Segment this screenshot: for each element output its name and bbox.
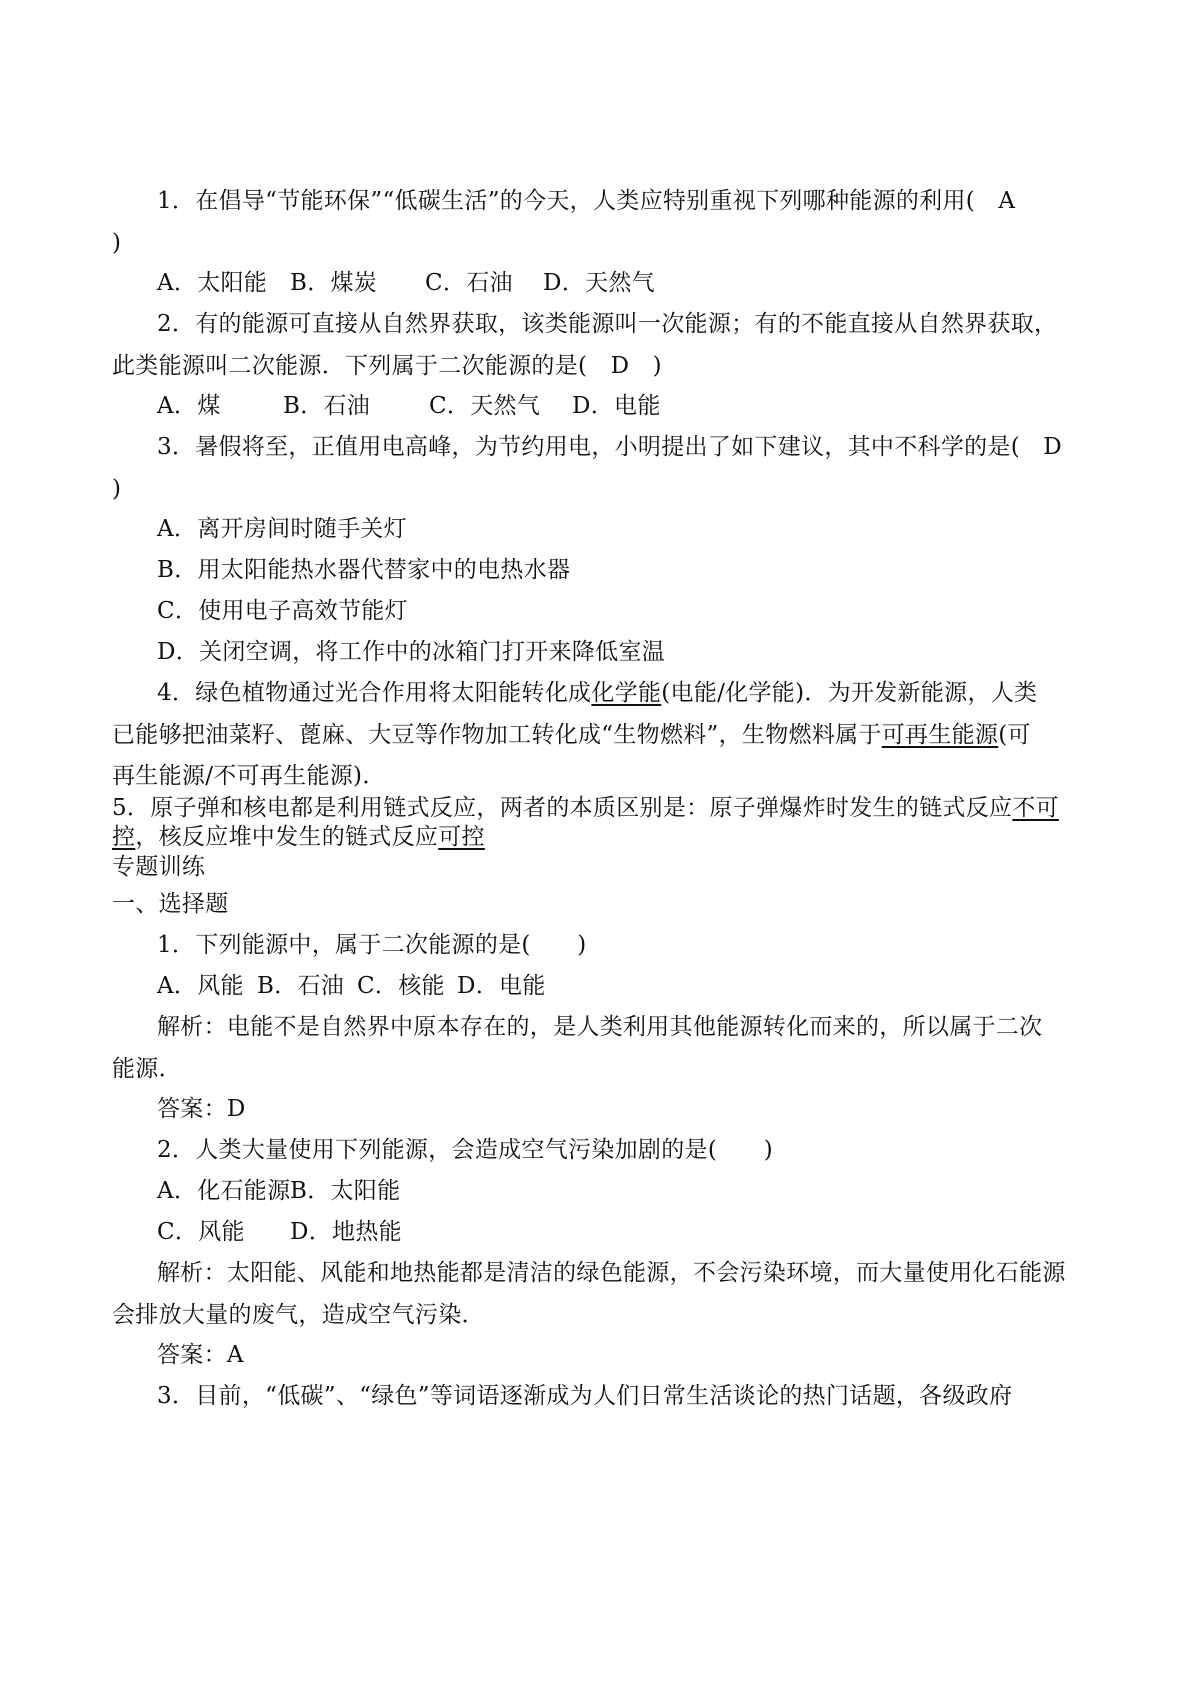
review-q5-answer-2: 可控 (438, 824, 485, 850)
review-q3-tail: ) (112, 476, 122, 502)
review-q5-answer-1: 不可 (1012, 795, 1059, 821)
review-q4-answer-2: 可再生能源 (881, 722, 999, 748)
review-q2-options (157, 391, 1092, 421)
option-c: C．天然气 (429, 393, 541, 419)
review-q4-answer-1: 化学能 (591, 680, 662, 706)
review-q4-text: (可 (998, 722, 1031, 748)
review-q2-line1: 2．有的能源可直接从自然界获取，该类能源叫一次能源；有的不能直接从自然界获取， (157, 311, 1058, 337)
review-q3-text: 3．暑假将至，正值用电高峰，为节约用电，小明提出了如下建议，其中不科学的是( D (157, 434, 1063, 460)
review-q1-tail: ) (112, 230, 122, 256)
review-q3-option-c: C．使用电子高效节能灯 (157, 598, 408, 624)
option-d: D．天然气 (543, 270, 655, 296)
review-q5-text: ，核反应堆中发生的链式反应 (135, 824, 439, 850)
option-a: A．煤 (157, 393, 221, 419)
review-q4-line1 (157, 678, 1092, 708)
option-b: B．煤炭 (290, 270, 378, 296)
review-q2-line2: 此类能源叫二次能源．下列属于二次能源的是( D ) (112, 353, 662, 379)
option-d: D．电能 (457, 973, 546, 999)
training-q3-text: 3．目前，“低碳”、“绿色”等词语逐渐成为人们日常生活谈论的热门话题，各级政府 (157, 1383, 1013, 1409)
training-title: 专题训练 (112, 854, 206, 880)
review-q5-line1 (112, 793, 1092, 823)
review-q4-text: 4．绿色植物通过光合作用将太阳能转化成 (157, 680, 592, 706)
training-q2-text: 2．人类大量使用下列能源，会造成空气污染加剧的是( ) (157, 1137, 773, 1163)
training-q1-text: 1．下列能源中，属于二次能源的是( ) (157, 932, 587, 958)
review-q5-line2 (112, 822, 1092, 852)
training-q2-analysis: 解析：太阳能、风能和地热能都是清洁的绿色能源，不会污染环境，而大量使用化石能源 (157, 1260, 1066, 1286)
training-q1-options (157, 971, 1092, 1001)
training-q2-analysis-cont: 会排放大量的废气，造成空气污染． (112, 1302, 485, 1328)
review-q1-text: 1．在倡导“节能环保”“低碳生活”的今天，人类应特别重视下列哪种能源的利用( A (157, 188, 1016, 214)
option-c: C．石油 (425, 270, 513, 296)
option-c: C．风能 (157, 1219, 245, 1245)
option-c: C．核能 (357, 973, 445, 999)
review-q3-option-b: B．用太阳能热水器代替家中的电热水器 (157, 557, 571, 583)
option-b: B．太阳能 (290, 1178, 401, 1204)
option-a: A．化石能源 (157, 1178, 291, 1204)
option-b: B．石油 (257, 973, 345, 999)
option-a: A．风能 (157, 973, 244, 999)
option-d: D．电能 (572, 393, 661, 419)
option-b: B．石油 (283, 393, 371, 419)
option-a: A．太阳能 (157, 270, 268, 296)
review-q4-line2 (112, 720, 1092, 750)
training-q2-answer: 答案：A (157, 1342, 244, 1368)
review-q3-option-a: A．离开房间时随手关灯 (157, 516, 407, 542)
review-q5-answer-1-cont: 控 (112, 824, 136, 850)
review-q4-text: (电能/化学能)．为开发新能源，人类 (661, 680, 1038, 706)
option-d: D．地热能 (290, 1219, 402, 1245)
training-q1-answer: 答案：D (157, 1096, 246, 1122)
training-q1-analysis: 解析：电能不是自然界中原本存在的，是人类利用其他能源转化而来的，所以属于二次 (157, 1014, 1043, 1040)
training-q2-options-row1 (157, 1176, 1092, 1206)
training-q2-options-row2 (157, 1217, 1092, 1247)
section-heading: 一、选择题 (112, 891, 229, 917)
review-q3-option-d: D．关闭空调，将工作中的冰箱门打开来降低室温 (157, 639, 666, 665)
review-q4-line3: 再生能源/不可再生能源)． (112, 763, 386, 789)
review-q5-text: 5．原子弹和核电都是利用链式反应，两者的本质区别是：原子弹爆炸时发生的链式反应 (112, 795, 1013, 821)
review-q4-text: 已能够把油菜籽、蓖麻、大豆等作物加工转化成“生物燃料”，生物燃料属于 (112, 722, 882, 748)
review-q1-options (157, 268, 1092, 298)
training-q1-analysis-cont: 能源． (112, 1056, 182, 1082)
